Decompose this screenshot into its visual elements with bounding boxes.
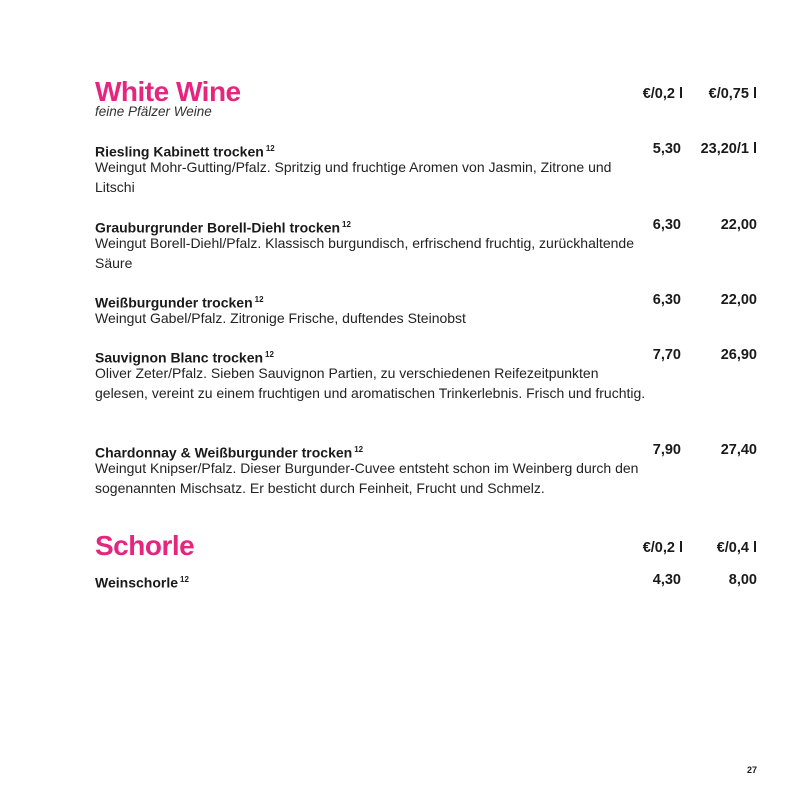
- price-large: 23,20/1 l: [700, 141, 757, 157]
- menu-item: [95, 441, 757, 501]
- item-description: Weingut Gabel/Pfalz. Zitronige Frische, duftendes Steinobst: [95, 310, 466, 326]
- price-large: 27,40: [720, 442, 757, 458]
- allergen-note: 12: [354, 445, 364, 454]
- menu-page: [95, 0, 757, 793]
- item-description: Weingut Knipser/Pfalz. Dieser Burgunder-Cuvee entsteht schon im Weinberg durch den sogenannten Mischsatz. Er besticht durch Feinheit, Frucht und Schmelz.: [95, 460, 639, 496]
- schorle-section: [95, 530, 757, 600]
- menu-item: [95, 140, 757, 200]
- column-header-large: €/0,75 l: [708, 86, 757, 102]
- item-name: Sauvignon Blanc trocken: [95, 349, 264, 366]
- menu-item: [95, 216, 757, 276]
- price-small: 7,90: [652, 442, 681, 458]
- menu-item: [95, 291, 757, 331]
- allergen-note: 12: [265, 350, 274, 359]
- price-large: 22,00: [720, 217, 757, 233]
- item-name: Weißburgunder trocken: [95, 294, 253, 311]
- allergen-note: 12: [254, 295, 264, 304]
- column-header-small: €/0,2 l: [642, 540, 683, 556]
- section-title: Schorle: [95, 530, 195, 561]
- price-small: 6,30: [652, 292, 681, 308]
- price-small: 4,30: [652, 572, 681, 588]
- menu-item: [95, 571, 757, 593]
- price-large: 22,00: [720, 292, 757, 308]
- allergen-note: 12: [180, 575, 189, 584]
- price-small: 5,30: [652, 141, 681, 157]
- price-large: 8,00: [728, 572, 757, 588]
- item-name: Chardonnay & Weißburgunder trocken: [95, 444, 353, 461]
- item-description: Weingut Borell-Diehl/Pfalz. Klassisch burgundisch, erfrischend fruchtig, zurückhaltende Säure: [95, 235, 635, 271]
- allergen-note: 12: [342, 220, 351, 229]
- white-wine-section: [95, 76, 757, 506]
- column-header-small: €/0,2 l: [642, 86, 683, 102]
- section-title: White Wine: [95, 76, 241, 107]
- item-name: Grauburgrunder Borell-Diehl trocken: [95, 219, 341, 236]
- allergen-note: 12: [265, 144, 275, 153]
- price-large: 26,90: [720, 347, 757, 363]
- item-description: Oliver Zeter/Pfalz. Sieben Sauvignon Partien, zu verschiedenen Reifezeitpunkten gelesen, vereint zu einem fruchtigen und aromatischen Trinkerlebnis. Frisch und fruchtig.: [95, 365, 646, 401]
- price-small: 7,70: [652, 347, 681, 363]
- menu-item: [95, 346, 757, 426]
- item-name: Weinschorle: [95, 574, 178, 591]
- item-name: Riesling Kabinett trocken: [95, 143, 264, 160]
- price-small: 6,30: [652, 217, 681, 233]
- page-number: 27: [746, 765, 757, 775]
- column-header-large: €/0,4 l: [716, 540, 757, 556]
- item-description: Weingut Mohr-Gutting/Pfalz. Spritzig und fruchtige Aromen von Jasmin, Zitrone und Litschi: [95, 159, 612, 195]
- section-subtitle: feine Pfälzer Weine: [95, 104, 212, 119]
